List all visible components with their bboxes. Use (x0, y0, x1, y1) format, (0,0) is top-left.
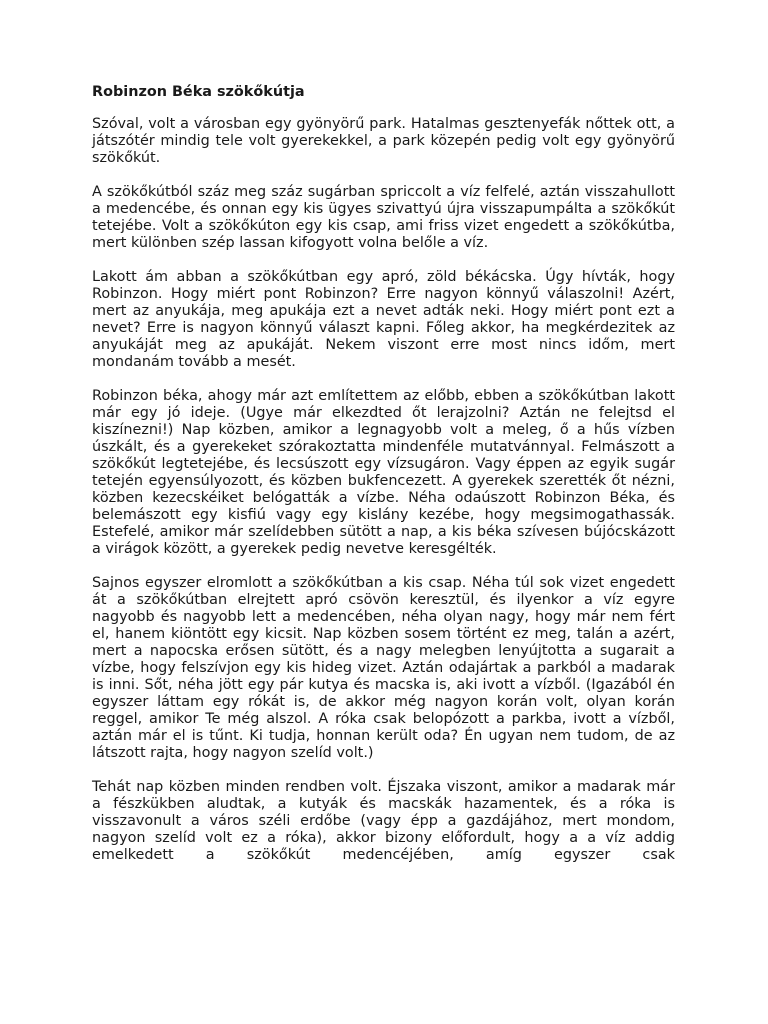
paragraph-6: Tehát nap közben minden rendben volt. Éjszaka viszont, amikor a madarak már a fészkükben aludtak, a kutyák és macskák hazamentek, és a róka is visszavonult a város széli erdőbe (vagy épp a gazdájához, mert mondom, nagyon szelíd volt ez a róka), akkor bizony előfordult, hogy a a víz addig emelkedett a szökőkút medencéjében, amíg egyszer csak (92, 779, 675, 863)
paragraph-1: Szóval, volt a városban egy gyönyörű park. Hatalmas gesztenyefák nőttek ott, a játszótér mindig tele volt gyerekekkel, a park közepén pedig volt egy gyönyörű szökőkút. (92, 116, 675, 166)
document-page (92, 84, 675, 864)
paragraph-3: Lakott ám abban a szökőkútban egy apró, zöld békácska. Úgy hívták, hogy Robinzon. Hogy miért pont Robinzon? Erre nagyon könnyű válaszolni! Azért, mert az anyukája, meg apukája ezt a nevet adták neki. Hogy miért pont ezt a nevet? Erre is nagyon könnyű választ kapni. Főleg akkor, ha megkérdezitek az anyukáját meg az apukáját. Nekem viszont erre most nincs időm, mert mondanám tovább a mesét. (92, 269, 675, 370)
document-title: Robinzon Béka szökőkútja (92, 84, 305, 100)
paragraph-5: Sajnos egyszer elromlott a szökőkútban a kis csap. Néha túl sok vizet engedett át a szökőkútban elrejtett apró csövön keresztül, és ilyenkor a víz egyre nagyobb és nagyobb lett a medencében, néha olyan nagy, hogy már nem fért el, hanem kiöntött egy kicsit. Nap közben sosem történt ez meg, talán a azért, mert a napocska erősen sütött, és a nagy melegben lenyújtotta a sugarait a vízbe, hogy felszívjon egy kis hideg vizet. Aztán odajártak a parkból a madarak is inni. Sőt, néha jött egy pár kutya és macska is, aki ivott a vízből. (Igazából én egyszer láttam egy rókát is, de akkor még nagyon korán volt, olyan korán reggel, amikor Te még alszol. A róka csak belopózott a parkba, ivott a vízből, aztán már el is tűnt. Ki tudja, honnan került oda? Én ugyan nem tudom, de az látszott rajta, hogy nagyon szelíd volt.) (92, 575, 675, 761)
paragraph-4: Robinzon béka, ahogy már azt említettem az előbb, ebben a szökőkútban lakott már egy jó ideje. (Ugye már elkezdted őt lerajzolni? Aztán ne felejtsd el kiszínezni!) Nap közben, amikor a legnagyobb volt a meleg, ő a hűs vízben úszkált, és a gyerekeket szórakoztatta mindenféle mutatvánnyal. Felmászott a szökőkút legtetejébe, és lecsúszott egy vízsugáron. Vagy éppen az egyik sugár tetején egyensúlyozott, és közben bukfencezett. A gyerekek szerették őt nézni, közben kezecskéiket belógatták a vízbe. Néha odaúszott Robinzon Béka, és belemászott egy kisfiú vagy egy kislány kezébe, hogy megsimogathassák. Estefelé, amikor már szelídebben sütött a nap, a kis béka szívesen bújócskázott a virágok között, a gyerekek pedig nevetve keresgélték. (92, 388, 675, 557)
paragraph-2: A szökőkútból száz meg száz sugárban spriccolt a víz felfelé, aztán visszahullott a medencébe, és onnan egy kis ügyes szivattyú újra visszapumpálta a szökőkút tetejébe. Volt a szökőkúton egy kis csap, ami friss vizet engedett a szökőkútba, mert különben szép lassan kifogyott volna belőle a víz. (92, 184, 675, 251)
